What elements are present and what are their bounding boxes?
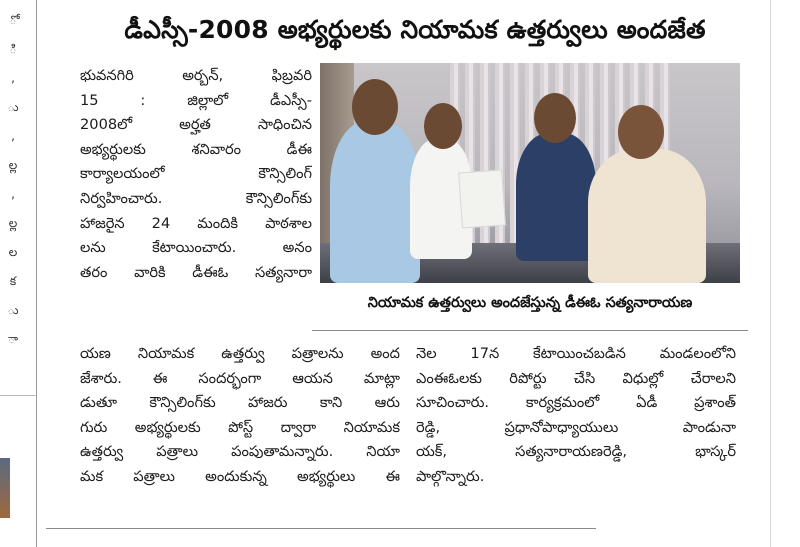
adjacent-glyph: ల్ల <box>8 216 18 230</box>
article-line: 2008లో అర్హత సాధించిన <box>80 116 312 134</box>
article-line: నిర్వహించారు. కౌన్సిలింగ్‌కు <box>80 189 312 207</box>
article-line: రెడ్డి, ప్రధానోపాధ్యాయులు పాండునా <box>416 418 736 436</box>
photo-person-4 <box>588 149 706 283</box>
article-line: డుతూ కౌన్సిలింగ్‌కు హాజరు కాని ఆరు <box>80 394 400 412</box>
appointment-letter <box>458 170 506 229</box>
adjacent-column-clipped <box>0 0 46 547</box>
article-line: మక పత్రాలు అందుకున్న అభ్యర్థులు ఈ <box>80 467 400 485</box>
article-line: భువనగిరి అర్బన్, ఫిబ్రవరి <box>80 67 312 84</box>
article-column-2 <box>80 342 400 490</box>
adjacent-rule <box>0 395 36 396</box>
article-line: కార్యాలయంలో కౌన్సిలింగ్ <box>80 165 312 183</box>
adjacent-glyph: , <box>11 129 15 143</box>
article-line: ఉత్తర్వు పత్రాలు పంపుతామన్నారు. నియా <box>80 443 400 461</box>
article-line: ఎంఈఓలకు రిపోర్టు చేసి విధుల్లో చేరాలని <box>416 369 736 387</box>
news-photo <box>320 63 740 283</box>
adjacent-glyph: ా <box>7 332 19 346</box>
adjacent-glyph: ు <box>7 100 19 114</box>
adjacent-glyph: ి <box>9 42 17 56</box>
article-line: 15 : జిల్లాలో డీఎస్సీ- <box>80 91 312 109</box>
article-bottom-rule <box>46 528 596 529</box>
article-line: యక్, సత్యనారాయణరెడ్డి, భాస్కర్ <box>416 443 736 461</box>
photo-person-3 <box>516 133 596 261</box>
column-divider <box>36 0 37 547</box>
article-line: యణ నియామక ఉత్తర్వు పత్రాలను అంద <box>80 345 400 362</box>
article-column-3 <box>416 342 736 490</box>
article-line: నెల 17న కేటాయించబడిన మండలంలోని <box>416 345 736 362</box>
article-headline: డీఎస్సీ-2008 అభ్యర్థులకు నియామక ఉత్తర్వులు అందజేత <box>124 15 706 44</box>
adjacent-photo-edge <box>0 458 10 518</box>
adjacent-column-glyphs <box>2 6 24 354</box>
adjacent-glyph: క <box>9 274 17 288</box>
photo-caption: నియామక ఉత్తర్వులు అందజేస్తున్న డీఈఓ సత్యనారాయణ <box>367 295 693 311</box>
article-line: అభ్యర్థులకు శనివారం డీఈ <box>80 140 312 158</box>
caption-rule <box>312 330 748 331</box>
photo-person-1 <box>330 121 420 283</box>
adjacent-glyph: ల <box>8 245 18 259</box>
article-column-1 <box>80 64 312 285</box>
article-line: లను కేటాయించారు. అనం <box>80 239 312 257</box>
article-line: తరం వారికి డీఈఓ సత్యనారా <box>80 263 312 281</box>
article-line: హాజరైన 24 మందికి పాఠశాల <box>80 214 312 232</box>
adjacent-glyph: , <box>11 187 15 201</box>
article-line: గురు అభ్యర్థులకు పోస్ట్ ద్వారా నియామక <box>80 418 400 436</box>
adjacent-glyph: ు <box>7 303 19 317</box>
adjacent-glyph: , <box>11 71 15 85</box>
page-edge-rule <box>770 0 771 547</box>
adjacent-glyph: ల్ల <box>8 158 18 172</box>
adjacent-glyph: ో <box>9 13 17 27</box>
article-line: పాల్గొన్నారు. <box>416 467 485 485</box>
article-line: జేశారు. ఈ సందర్భంగా ఆయన మాట్లా <box>80 369 400 387</box>
article-line: సూచించారు. కార్యక్రమంలో ఏడీ ప్రశాంత్ <box>416 394 736 412</box>
